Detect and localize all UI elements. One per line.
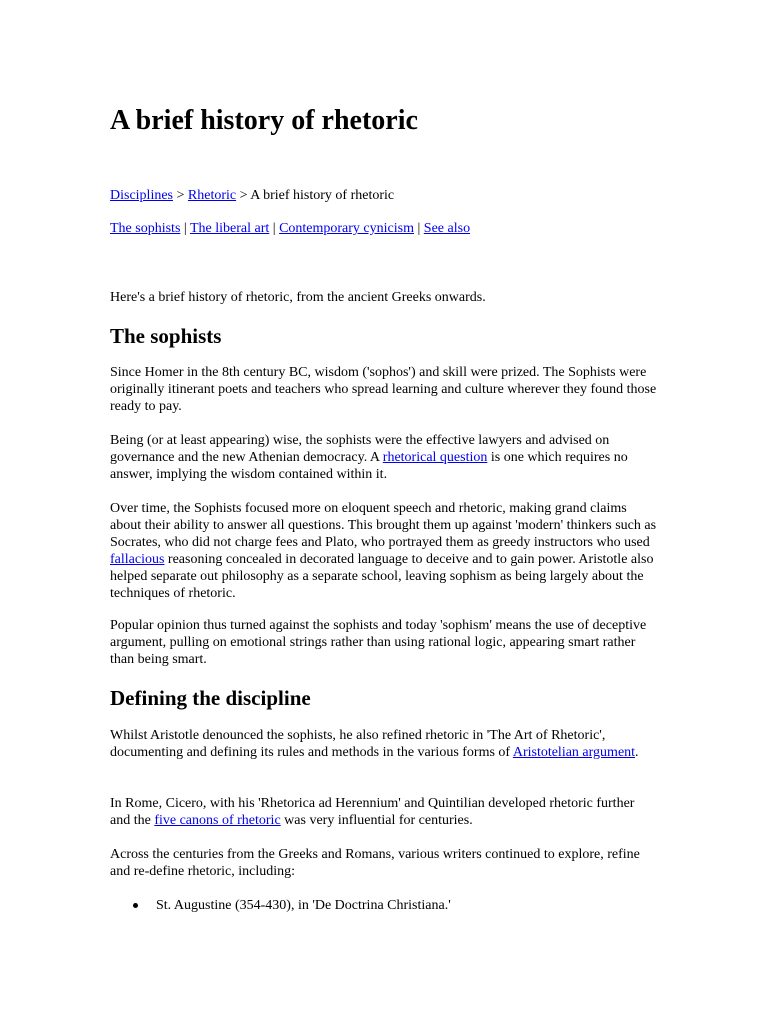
paragraph-text: reasoning concealed in decorated language to deceive and to gain power. Aristotle also helped separate out philosophy as a separate school, leaving sophism as being largely about the techniques of rhetoric. [110,552,654,601]
paragraph [110,432,658,483]
link-aristotelian-argument[interactable]: Aristotelian argument [512,745,636,760]
breadcrumb-link-rhetoric[interactable]: Rhetoric [187,188,237,203]
writers-list [110,897,658,914]
intro-paragraph: Here's a brief history of rhetoric, from the ancient Greeks onwards. [110,290,486,305]
paragraph-text: was very influential for centuries. [280,813,473,828]
paragraph [110,727,658,761]
page-title: A brief history of rhetoric [110,105,418,136]
link-five-canons-of-rhetoric[interactable]: five canons of rhetoric [154,813,281,828]
paragraph: Across the centuries from the Greeks and Romans, various writers continued to explore, refine and re-define rhetoric, including: [110,847,640,879]
toc-link-see-also[interactable]: See also [423,221,471,236]
breadcrumb [110,187,394,205]
toc-separator: | [180,221,190,236]
bullet-icon [133,903,138,908]
paragraph: Since Homer in the 8th century BC, wisdom ('sophos') and skill were prized. The Sophists were originally itinerant poets and teachers who spread learning and culture wherever they found those ready to pay. [110,365,657,414]
paragraph-text: In Rome, Cicero, with his 'Rhetorica ad Herennium' and Quintilian developed rhetoric further and the [110,796,635,828]
breadcrumb-separator: > [236,188,251,203]
toc-link-contemporary-cynicism[interactable]: Contemporary cynicism [279,221,414,236]
link-fallacious[interactable]: fallacious [110,552,165,567]
section-heading-defining-discipline: Defining the discipline [110,686,311,710]
section-heading-sophists: The sophists [110,324,222,348]
section-nav [110,220,470,238]
breadcrumb-current: A brief history of rhetoric [250,188,395,203]
paragraph-text: Being (or at least appearing) wise, the sophists were the effective lawyers and advised on governance and the new Athenian democracy. A [110,433,610,465]
paragraph-text: is one which requires no answer, implying the wisdom contained within it. [110,450,628,482]
list-item-text: St. Augustine (354-430), in 'De Doctrina Christiana.' [156,898,451,913]
breadcrumb-link-disciplines[interactable]: Disciplines [110,188,173,203]
paragraph-text: . [635,745,639,760]
list-item [110,897,658,914]
breadcrumb-separator: > [173,188,188,203]
toc-separator: | [269,221,280,236]
paragraph-text: Over time, the Sophists focused more on eloquent speech and rhetoric, making grand claims about their ability to answer all questions. This brought them up against 'modern' thinkers such as Socrates, who did not charge fees and Plato, who portrayed them as greedy instructors who used [110,501,657,550]
toc-link-sophists[interactable]: The sophists [110,221,181,236]
paragraph-text: Whilst Aristotle denounced the sophists, he also refined rhetoric in 'The Art of Rhetoric', documenting and defining its rules and methods in the various forms of [110,728,606,760]
toc-separator: | [413,221,424,236]
link-rhetorical-question[interactable]: rhetorical question [382,450,488,465]
paragraph [110,795,658,829]
toc-link-liberal-art[interactable]: The liberal art [189,221,270,236]
paragraph: Popular opinion thus turned against the sophists and today 'sophism' means the use of deceptive argument, pulling on emotional strings rather than using rational logic, appearing smart rather than being smart. [110,618,647,667]
paragraph [110,500,658,602]
